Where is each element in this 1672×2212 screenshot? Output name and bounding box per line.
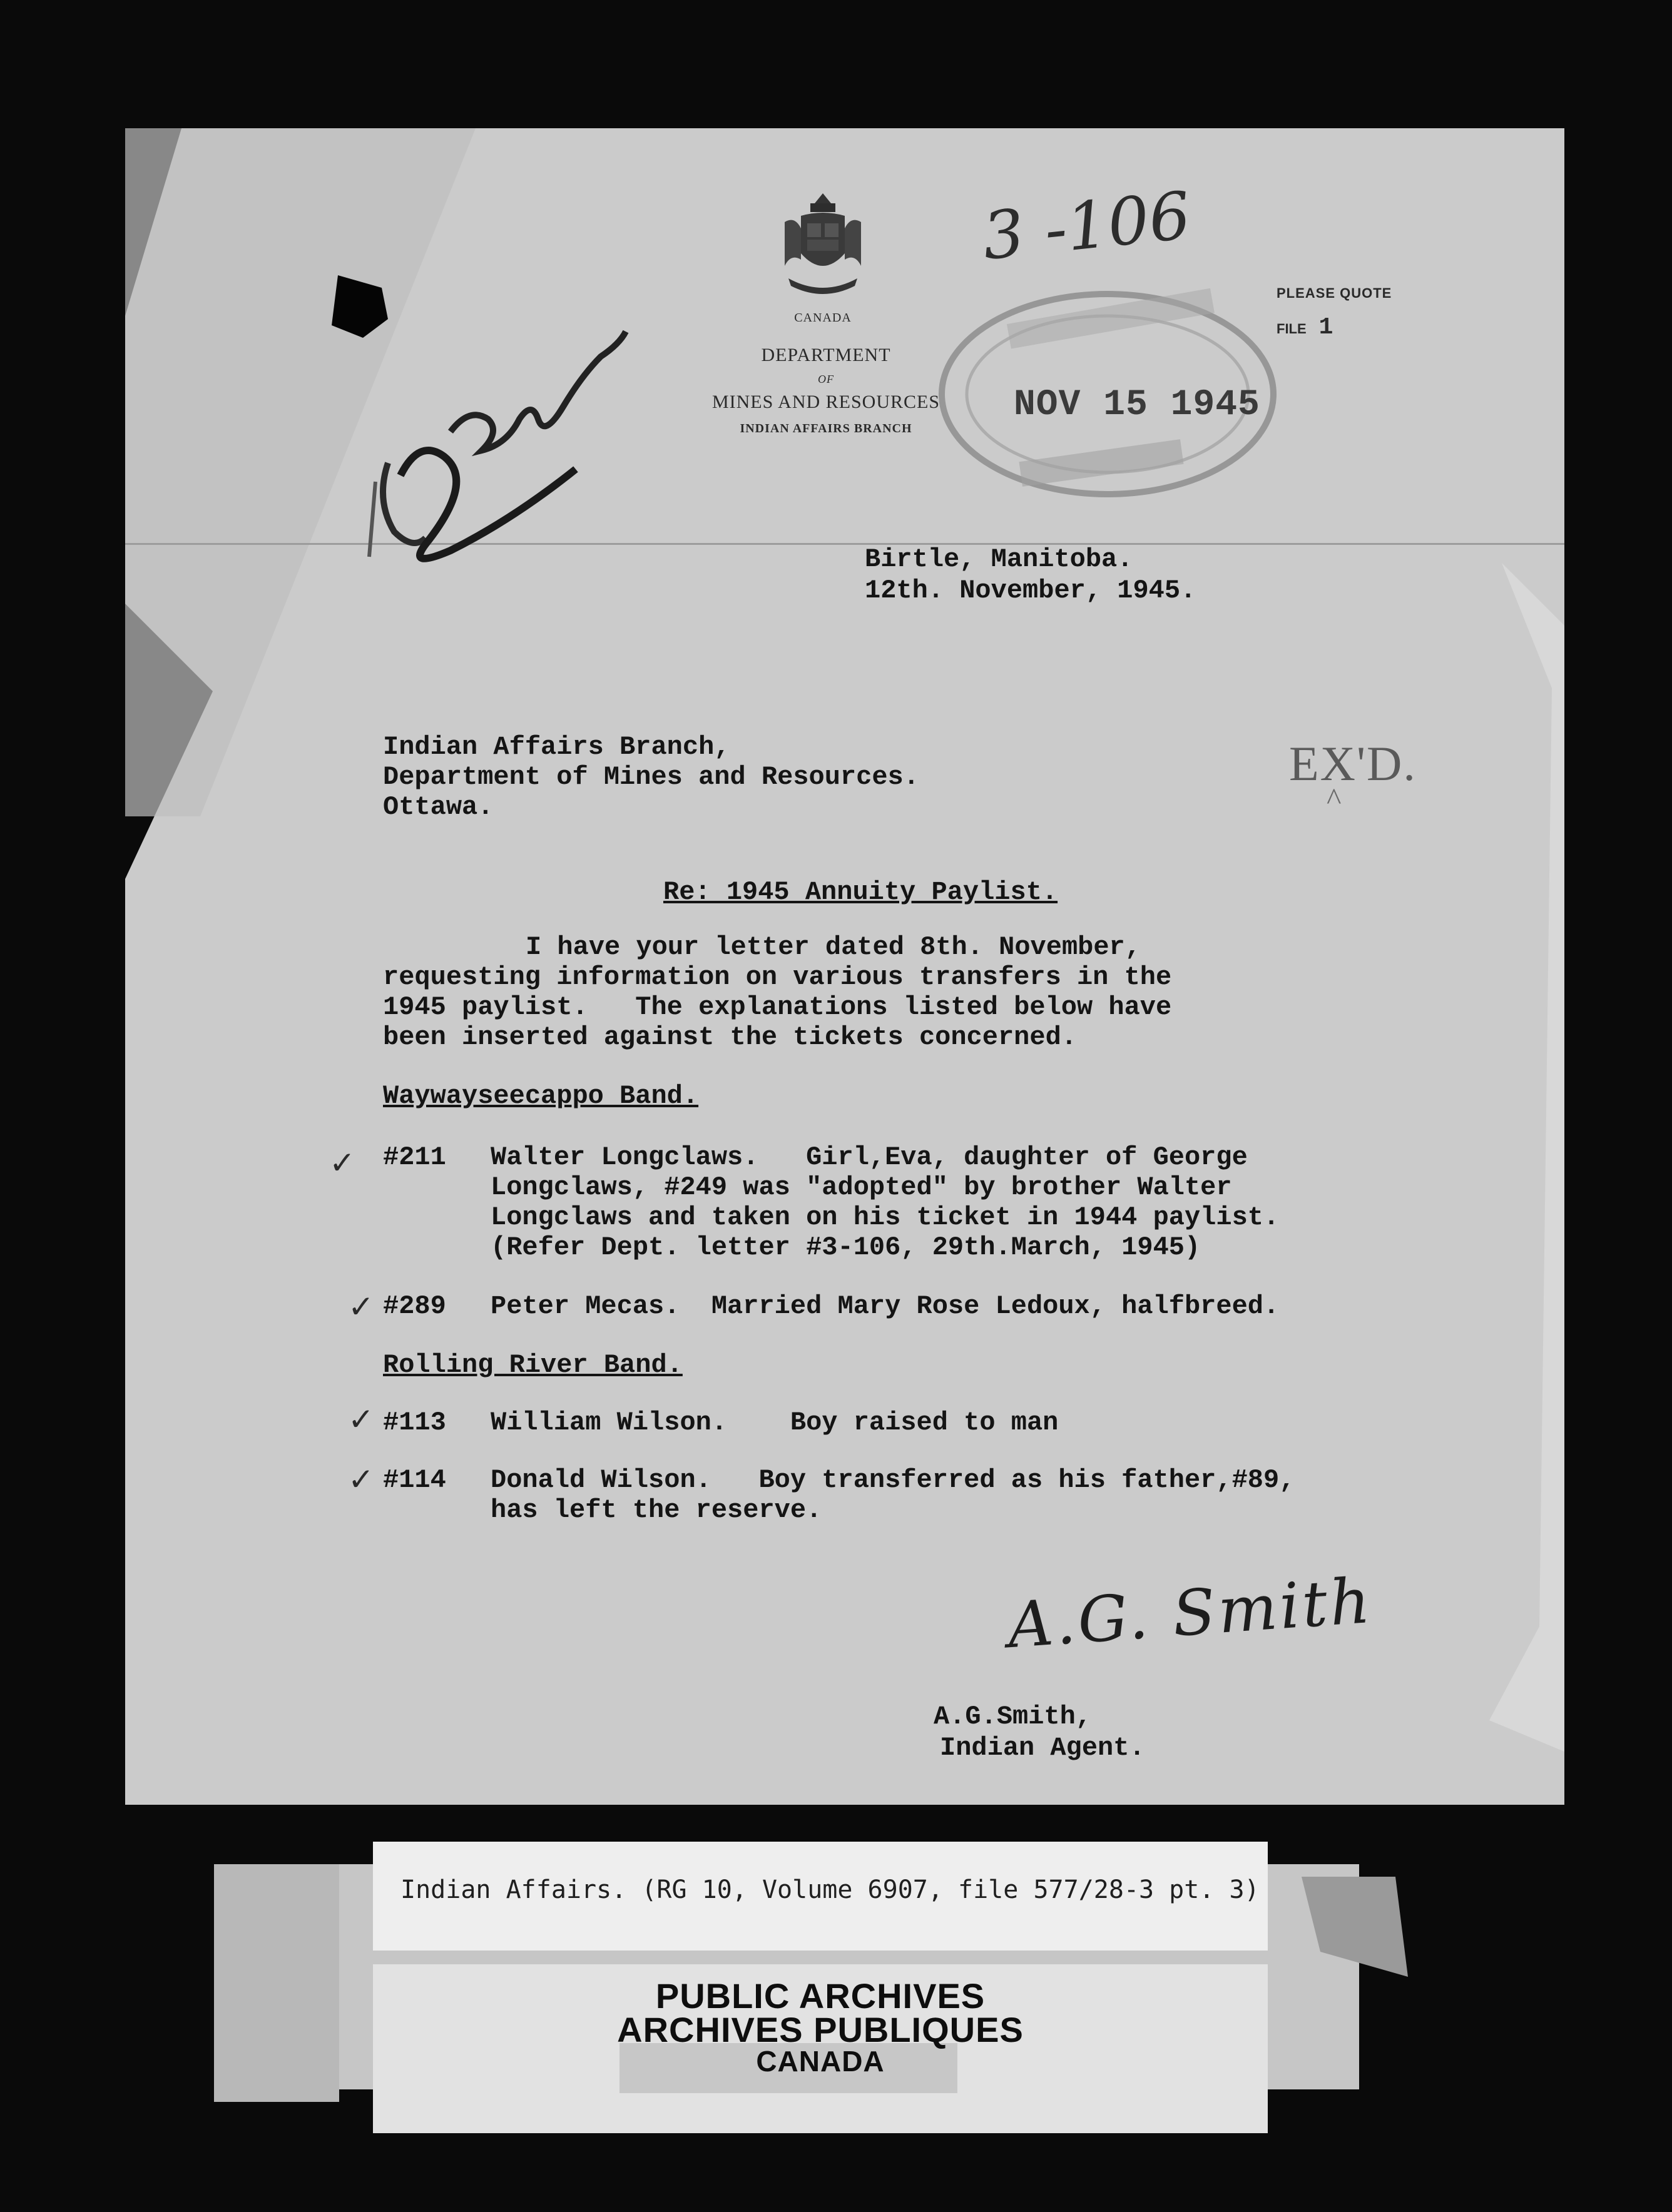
file-label: FILE: [1277, 321, 1307, 337]
handwritten-signature: A.G. Smith: [1005, 1563, 1375, 1663]
file-number: 1: [1318, 314, 1333, 341]
archives-stamp-line: PUBLIC ARCHIVES: [655, 1976, 986, 2016]
check-mark-icon: ✓: [348, 1401, 374, 1438]
file-reference: [1277, 314, 1402, 341]
address-line: Department of Mines and Resources.: [383, 762, 919, 792]
ticket-number: #211: [383, 1142, 446, 1172]
entry-line: William Wilson. Boy raised to man: [491, 1408, 1059, 1438]
ticket-number: #114: [383, 1465, 446, 1495]
entry-line: Longclaws, #249 was "adopted" by brother Walter: [491, 1172, 1232, 1202]
entry-line: (Refer Dept. letter #3-106, 29th.March, 1945): [491, 1232, 1201, 1262]
check-mark-icon: ✓: [348, 1289, 374, 1325]
entry-line: Donald Wilson. Boy transferred as his father,#89,: [491, 1465, 1295, 1495]
coat-of-arms-icon: [776, 191, 870, 297]
please-quote-label: PLEASE QUOTE: [1277, 285, 1392, 301]
ticket-number: #113: [383, 1408, 446, 1438]
entry-line: Walter Longclaws. Girl,Eva, daughter of George: [491, 1142, 1248, 1172]
check-mark-icon: ✓: [348, 1461, 374, 1498]
entry-line: Peter Mecas. Married Mary Rose Ledoux, halfbreed.: [491, 1291, 1280, 1321]
ink-blot: [294, 275, 400, 344]
paragraph-line: been inserted against the tickets concerned.: [383, 1022, 1077, 1052]
archive-citation: Indian Affairs. (RG 10, Volume 6907, file 577/28-3 pt. 3): [400, 1875, 1260, 1904]
address-line: Ottawa.: [383, 792, 494, 822]
letter-subject: Re: 1945 Annuity Paylist.: [663, 877, 1058, 907]
stamp-date: NOV 15 1945: [1014, 385, 1260, 425]
archives-stamp-line: CANADA: [756, 2045, 885, 2078]
band-heading: Waywayseecappo Band.: [383, 1081, 699, 1111]
letterhead-country: CANADA: [794, 311, 852, 325]
entry-line: has left the reserve.: [491, 1495, 822, 1525]
signer-name: A.G.Smith,: [934, 1702, 1092, 1732]
entry-line: Longclaws and taken on his ticket in 1944 paylist.: [491, 1202, 1280, 1232]
letterhead-department: DEPARTMENT: [761, 345, 891, 365]
fold-line: [125, 543, 1564, 545]
letterhead-of: OF: [818, 373, 834, 385]
letter-location: Birtle, Manitoba.: [865, 544, 1133, 574]
paragraph-line: I have your letter dated 8th. November,: [526, 932, 1141, 962]
signer-title: Indian Agent.: [940, 1733, 1145, 1763]
band-heading: Rolling River Band.: [383, 1350, 683, 1380]
ticket-number: #289: [383, 1291, 446, 1321]
letter-date: 12th. November, 1945.: [865, 576, 1196, 606]
letterhead-branch: INDIAN AFFAIRS BRANCH: [740, 422, 912, 435]
check-mark-icon: ✓: [329, 1145, 355, 1181]
address-line: Indian Affairs Branch,: [383, 732, 730, 762]
letterhead-ministry: MINES AND RESOURCES: [711, 392, 940, 412]
handwritten-file-reference: 3 -106: [979, 176, 1195, 275]
paragraph-line: requesting information on various transfers in the: [383, 962, 1172, 992]
paragraph-line: 1945 paylist. The explanations listed below have: [383, 992, 1172, 1022]
archive-label-flap: [214, 1864, 339, 2102]
examined-caret: ^: [1327, 781, 1342, 816]
examined-stamp: EX'D.: [1289, 736, 1417, 791]
archives-stamp-line: ARCHIVES PUBLIQUES: [617, 2010, 1024, 2049]
